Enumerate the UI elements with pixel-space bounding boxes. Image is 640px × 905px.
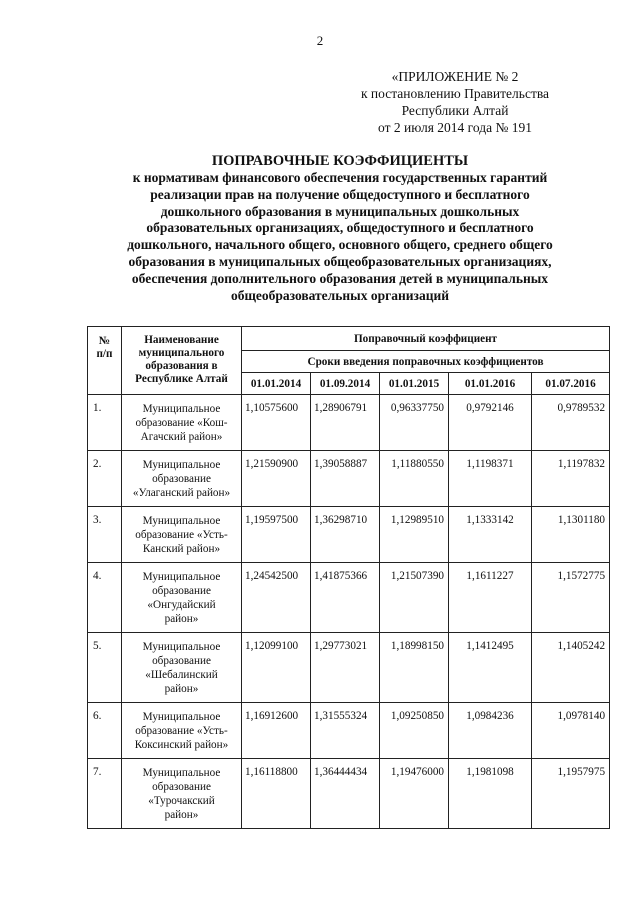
municipality-name bbox=[122, 703, 242, 759]
name-line: образование bbox=[152, 473, 211, 485]
name-line: образование bbox=[152, 655, 211, 667]
coefficient-value: 1,19476000 bbox=[380, 759, 449, 829]
coefficient-value: 1,1333142 bbox=[449, 507, 532, 563]
table-row bbox=[88, 633, 610, 703]
name-line: Муниципальное bbox=[142, 515, 221, 527]
appendix-line: Республики Алтай bbox=[401, 103, 509, 118]
date-header: 01.07.2016 bbox=[532, 373, 610, 395]
header-line: № bbox=[98, 335, 111, 347]
table-row bbox=[88, 759, 610, 829]
header-line: п/п bbox=[96, 348, 113, 360]
date-header: 01.09.2014 bbox=[311, 373, 380, 395]
table-row bbox=[88, 395, 610, 451]
municipality-name bbox=[122, 563, 242, 633]
date-header: 01.01.2015 bbox=[380, 373, 449, 395]
date-header: 01.01.2016 bbox=[449, 373, 532, 395]
subtitle-line: дошкольного образования в муниципальных дошкольных bbox=[160, 203, 520, 219]
name-line: образование «Усть- bbox=[135, 529, 228, 541]
municipality-name bbox=[122, 633, 242, 703]
coefficient-value: 1,1405242 bbox=[532, 633, 610, 703]
appendix-block bbox=[325, 68, 585, 136]
row-number: 6. bbox=[88, 703, 122, 759]
coefficient-value: 1,18998150 bbox=[380, 633, 449, 703]
municipality-name bbox=[122, 451, 242, 507]
coefficient-value: 1,1572775 bbox=[532, 563, 610, 633]
subtitle-line: обеспечения дополнительного образования детей в муниципальных bbox=[131, 270, 549, 286]
municipality-name bbox=[122, 507, 242, 563]
name-line: Муниципальное bbox=[142, 711, 221, 723]
coefficient-value: 1,09250850 bbox=[380, 703, 449, 759]
name-line: «Онгудайский bbox=[147, 599, 216, 611]
coefficients-table bbox=[87, 326, 610, 829]
document-title: ПОПРАВОЧНЫЕ КОЭФФИЦИЕНТЫ bbox=[211, 153, 469, 169]
name-line: Муниципальное bbox=[142, 571, 221, 583]
coefficient-value: 1,1198371 bbox=[449, 451, 532, 507]
name-line: Коксинский район» bbox=[134, 739, 229, 751]
name-line: образование bbox=[152, 585, 211, 597]
name-line: Муниципальное bbox=[142, 459, 221, 471]
coefficient-value: 1,16118800 bbox=[242, 759, 311, 829]
name-line: «Турочакский bbox=[148, 795, 215, 807]
name-line: Агачский район» bbox=[140, 431, 223, 443]
coefficient-value: 1,12099100 bbox=[242, 633, 311, 703]
coefficient-value: 1,31555324 bbox=[311, 703, 380, 759]
coefficient-header: Поправочный коэффициент bbox=[242, 327, 610, 351]
coefficient-value: 1,19597500 bbox=[242, 507, 311, 563]
coefficient-value: 1,21507390 bbox=[380, 563, 449, 633]
coefficient-value: 0,96337750 bbox=[380, 395, 449, 451]
table-row bbox=[88, 507, 610, 563]
coefficient-value: 1,1412495 bbox=[449, 633, 532, 703]
subtitle-line: общеобразовательных организаций bbox=[230, 287, 450, 303]
header-line: муниципального bbox=[138, 347, 225, 359]
coefficient-value: 0,9789532 bbox=[532, 395, 610, 451]
name-line: район» bbox=[164, 809, 199, 821]
subtitle-line: образовательных организациях, общедоступного и бесплатного bbox=[146, 220, 534, 236]
header-line: Республике Алтай bbox=[135, 373, 228, 385]
name-line: образование «Кош- bbox=[135, 417, 228, 429]
row-number: 7. bbox=[88, 759, 122, 829]
period-header: Сроки введения поправочных коэффициентов bbox=[242, 351, 610, 373]
subtitle-line: дошкольного, начального общего, основного общего, среднего общего bbox=[127, 237, 553, 253]
name-line: «Шебалинский bbox=[145, 669, 218, 681]
name-line: образование «Усть- bbox=[135, 725, 228, 737]
date-header: 01.01.2014 bbox=[242, 373, 311, 395]
subtitle-line: образования в муниципальных общеобразовательных организациях, bbox=[128, 253, 552, 269]
coefficient-value: 1,11880550 bbox=[380, 451, 449, 507]
column-header-name bbox=[122, 327, 242, 395]
document-subtitle bbox=[80, 170, 600, 304]
name-line: образование bbox=[152, 781, 211, 793]
coefficient-value: 1,36298710 bbox=[311, 507, 380, 563]
name-line: район» bbox=[164, 683, 199, 695]
coefficient-value: 1,10575600 bbox=[242, 395, 311, 451]
coefficient-value: 1,41875366 bbox=[311, 563, 380, 633]
row-number: 4. bbox=[88, 563, 122, 633]
name-line: район» bbox=[164, 613, 199, 625]
municipality-name bbox=[122, 395, 242, 451]
column-header-number bbox=[88, 327, 122, 395]
name-line: Муниципальное bbox=[142, 641, 221, 653]
coefficient-value: 1,29773021 bbox=[311, 633, 380, 703]
name-line: Муниципальное bbox=[142, 767, 221, 779]
name-line: Канский район» bbox=[142, 543, 221, 555]
appendix-line: «ПРИЛОЖЕНИЕ № 2 bbox=[391, 69, 519, 84]
coefficient-value: 1,12989510 bbox=[380, 507, 449, 563]
coefficient-value: 1,1611227 bbox=[449, 563, 532, 633]
coefficient-value: 1,0978140 bbox=[532, 703, 610, 759]
coefficient-value: 1,1301180 bbox=[532, 507, 610, 563]
coefficient-value: 1,24542500 bbox=[242, 563, 311, 633]
page-number: 2 bbox=[316, 33, 324, 48]
table-row bbox=[88, 451, 610, 507]
coefficient-value: 1,1981098 bbox=[449, 759, 532, 829]
table-row bbox=[88, 703, 610, 759]
coefficient-value: 1,21590900 bbox=[242, 451, 311, 507]
coefficient-value: 1,16912600 bbox=[242, 703, 311, 759]
header-line: образования в bbox=[145, 360, 218, 372]
header-line: Наименование bbox=[144, 334, 219, 346]
row-number: 1. bbox=[88, 395, 122, 451]
coefficient-value: 1,36444434 bbox=[311, 759, 380, 829]
coefficient-value: 1,28906791 bbox=[311, 395, 380, 451]
coefficient-value: 1,0984236 bbox=[449, 703, 532, 759]
row-number: 2. bbox=[88, 451, 122, 507]
name-line: Муниципальное bbox=[142, 403, 221, 415]
subtitle-line: к нормативам финансового обеспечения государственных гарантий bbox=[132, 170, 548, 185]
municipality-name bbox=[122, 759, 242, 829]
appendix-line: к постановлению Правительства bbox=[360, 86, 550, 101]
coefficient-value: 1,1197832 bbox=[532, 451, 610, 507]
coefficient-value: 1,1957975 bbox=[532, 759, 610, 829]
coefficient-value: 1,39058887 bbox=[311, 451, 380, 507]
name-line: «Улаганский район» bbox=[132, 487, 231, 499]
subtitle-line: реализации прав на получение общедоступного и бесплатного bbox=[150, 186, 530, 202]
row-number: 5. bbox=[88, 633, 122, 703]
row-number: 3. bbox=[88, 507, 122, 563]
appendix-line: от 2 июля 2014 года № 191 bbox=[378, 120, 532, 135]
table-row bbox=[88, 563, 610, 633]
coefficient-value: 0,9792146 bbox=[449, 395, 532, 451]
